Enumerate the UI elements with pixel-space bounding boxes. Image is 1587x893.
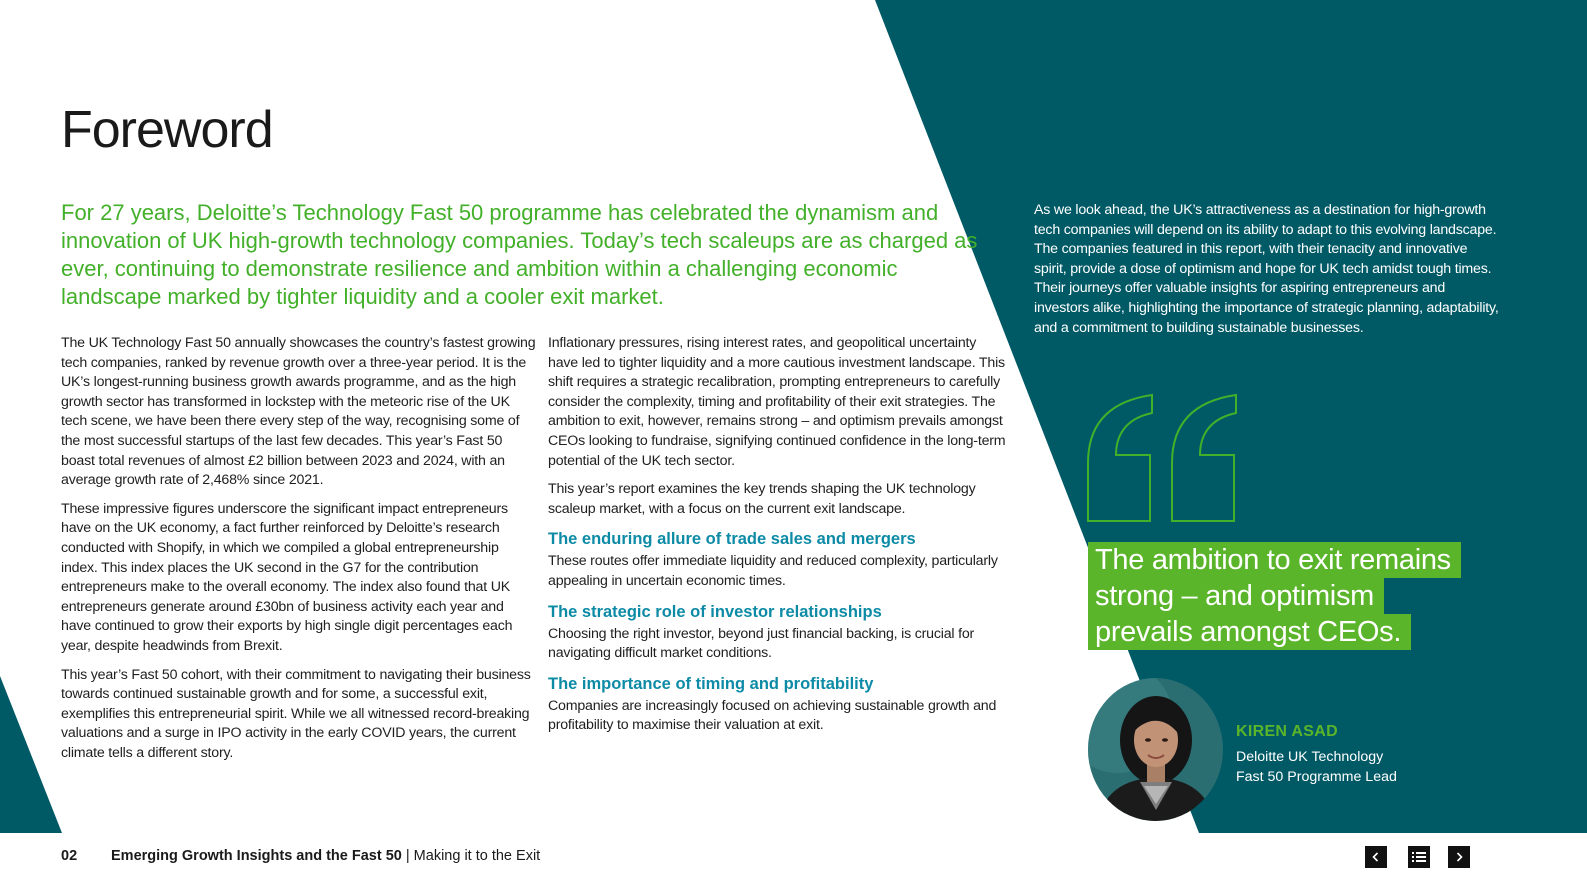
author-role-line: Deloitte UK Technology <box>1236 749 1384 765</box>
list-icon <box>1412 851 1426 863</box>
quote-marks-icon <box>1086 393 1240 525</box>
paragraph: This year’s Fast 50 cohort, with their commitment to navigating their business towards continued sustainable growth and for some, a successful exit, exemplifies this entrepreneurial spirit. While we all witnessed record-breaking valuations and a surge in IPO activity in the early COVID years, the current climate tells a different story. <box>61 666 531 761</box>
footer-separator: | <box>401 848 414 864</box>
author-role <box>1236 747 1456 787</box>
page-title: Foreword <box>61 101 273 159</box>
quote-line: prevails amongst CEOs. <box>1088 614 1411 650</box>
author-role-line: Fast 50 Programme Lead <box>1236 769 1397 785</box>
paragraph: This year’s report examines the key trends shaping the UK technology scaleup market, with a focus on the current exit landscape. <box>548 481 976 517</box>
contents-menu-button[interactable] <box>1408 846 1430 868</box>
right-column-text: As we look ahead, the UK’s attractiveness as a destination for high-growth tech companies will depend on its ability to adapt to this evolving landscape. The companies featured in this report, with their tenacity and innovative spirit, provide a dose of optimism and hope for UK tech amidst tough times. Their journeys offer valuable insights for aspiring entrepreneurs and investors alike, highlighting the importance of strategic planning, adaptability, and a commitment to building sustainable businesses. <box>1034 202 1499 336</box>
section-heading: The importance of timing and profitability <box>548 674 874 693</box>
paragraph: The UK Technology Fast 50 annually showcases the country’s fastest growing tech companies, ranked by revenue growth over a three-year period. It is the UK’s longest-running business growth awards programme, and as the high growth sector has transformed in lockstep with the meteoric rise of the UK tech scene, we have been there every step of the way, recognising some of the most successful startups of the last few decades. This year’s Fast 50 boast total revenues of almost £2 billion between 2023 and 2024, with an average growth rate of 2,468% since 2021. <box>61 335 536 489</box>
quote-line: The ambition to exit remains <box>1088 542 1461 578</box>
previous-page-button[interactable] <box>1365 846 1387 868</box>
quote-line: strong – and optimism <box>1088 578 1384 614</box>
section-heading: The enduring allure of trade sales and mergers <box>548 530 916 549</box>
chevron-left-icon <box>1370 851 1382 863</box>
avatar <box>1088 678 1223 821</box>
body-column-1 <box>61 334 537 772</box>
teal-triangle-left <box>0 676 62 833</box>
section-text: Companies are increasingly focused on achieving sustainable growth and profitability to maximise their valuation at exit. <box>548 697 997 734</box>
paragraph: Inflationary pressures, rising interest rates, and geopolitical uncertainty have led to tighter liquidity and a more cautious investment landscape. This shift requires a strategic recalibration, prompting entrepreneurs to carefully consider the complexity, timing and profitability of their exit strategies. The ambition to exit, however, remains strong – and optimism prevails amongst CEOs looking to fundraise, signifying continued confidence in the long-term potential of the UK tech sector. <box>548 335 1006 469</box>
next-page-button[interactable] <box>1448 846 1470 868</box>
lead-paragraph: For 27 years, Deloitte’s Technology Fast 50 programme has celebrated the dynamism and innovation of UK high-growth technology companies. Today’s tech scaleups are as charged as ever, continuing to demonstrate resilience and ambition within a challenging economic landscape marked by tighter liquidity and a cooler exit market. <box>61 200 978 309</box>
pull-quote <box>1088 542 1488 650</box>
paragraph: These impressive figures underscore the significant impact entrepreneurs have on the UK economy, a fact further reinforced by Deloitte’s research conducted with Shopify, in which we compiled a global entrepreneurship index. This index places the UK second in the G7 for the contribution entrepreneurs make to the overall economy. The index also found that UK entrepreneurs generate around £30bn of business activity each year and have continued to grow their exports by high single digit percentages each year, despite headwinds from Brexit. <box>61 500 513 654</box>
chevron-right-icon <box>1453 851 1465 863</box>
section-title: Making it to the Exit <box>413 848 541 864</box>
section-heading: The strategic role of investor relationships <box>548 602 882 621</box>
section-text: These routes offer immediate liquidity and reduced complexity, particularly appealing in uncertain economic times. <box>548 553 998 589</box>
author-name: KIREN ASAD <box>1236 723 1338 740</box>
section-text: Choosing the right investor, beyond just financial backing, is crucial for navigating difficult market conditions. <box>548 625 975 662</box>
page-number: 02 <box>61 848 78 864</box>
report-title: Emerging Growth Insights and the Fast 50 <box>111 848 402 864</box>
body-column-2 <box>548 334 1008 745</box>
footer-title <box>111 848 540 864</box>
